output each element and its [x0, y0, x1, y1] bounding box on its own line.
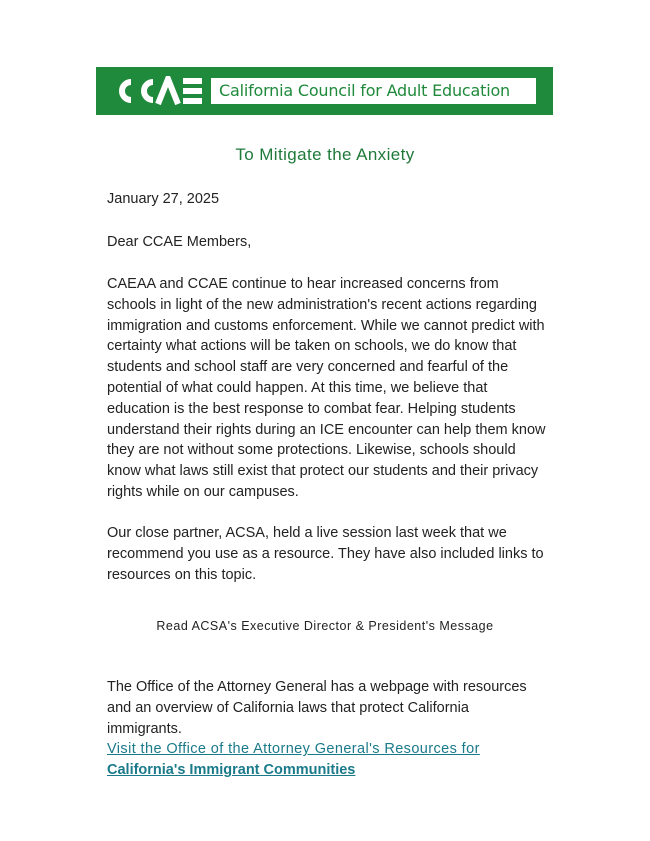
header-banner: [96, 67, 553, 115]
logo-text: California Council for Adult Education: [219, 81, 510, 100]
body-paragraph-3: [107, 677, 547, 781]
ag-resources-link-line2[interactable]: California's Immigrant Communities: [107, 762, 356, 779]
acsa-message-link[interactable]: Read ACSA's Executive Director & President's Message: [156, 619, 494, 633]
ag-resources-link-line1[interactable]: Visit the Office of the Attorney General's Resources for: [107, 741, 480, 758]
date: January 27, 2025: [107, 191, 220, 207]
logo-text-box: [211, 78, 536, 104]
ccae-logo-mark: [114, 76, 204, 106]
ag-paragraph-text: The Office of the Attorney General has a webpage with resources and an overview of California laws that protect California immigrants.: [107, 679, 527, 737]
salutation: Dear CCAE Members,: [107, 234, 252, 250]
body-paragraph-1: CAEAA and CCAE continue to hear increased concerns from schools in light of the new administration's recent actions regarding immigration and customs enforcement. While we cannot predict with certainty what actions will be taken on schools, we do know that students and school staff are very concerned and fearful of the potential of what could happen. At this time, we believe that education is the best response to combat fear. Helping students understand their rights during an ICE encounter can help them know they are not without some protections. Likewise, schools should know what laws still exist that protect our students and their privacy rights while on our campuses.: [107, 276, 546, 500]
body-paragraph-2: Our close partner, ACSA, held a live session last week that we recommend you use as a resource. They have also included links to resources on this topic.: [107, 525, 544, 583]
page-title: To Mitigate the Anxiety: [235, 145, 415, 164]
